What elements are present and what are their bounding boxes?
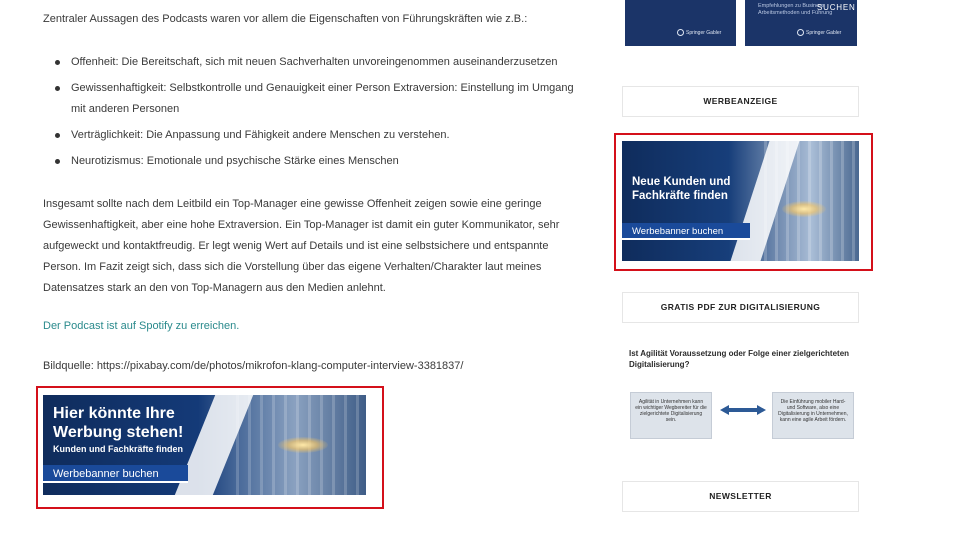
article-paragraph: Insgesamt sollte nach dem Leitbild ein Top-Manager eine gewisse Offenheit zeigen sowie eine geringe Gewissenhaftigkeit, aber eine hohe Extraversion. Ein Top-Manager ist damit ein guter Kommunikator, sehr aufgeweckt und kontaktfreudig. Er legt wenig Wert auf Details und ist eine selbstsichere und entspannte Person. Im Fazit zeigt sich, dass sich die Vorstellung über das eigene Verhalten/Charakter laut meines Datensatzes stark an den von Top-Managern aus den Medien anlehnt. [43,198,560,294]
image-source: Bildquelle: https://pixabay.com/de/photos/mikrofon-klang-computer-interview-3381837/ [43,360,464,372]
pdf-preview[interactable] [622,342,859,442]
widget-title-ad: WERBEANZEIGE [622,86,859,117]
widget-title-newsletter: NEWSLETTER [622,481,859,512]
main-banner-ad[interactable] [43,395,366,495]
banner-glow [278,437,328,453]
book-subtitle: Empfehlungen zu Business Arbeitsmethoden und Führung [758,3,833,16]
book-banner-button[interactable]: Werbebanner buchen [622,223,750,240]
book-banner-button[interactable]: Werbebanner buchen [43,465,188,483]
list-item: Gewissenhaftigkeit: Selbstkontrolle und Genauigkeit einer Person Extraversion: Einstellung im Umgang mit anderen Personen [43,78,588,120]
pdf-box-left: Agilität in Unternehmen kann ein wichtiger Wegbereiter für die zielgerichtete Digitalisierung sein. [630,392,712,439]
search-button[interactable]: SUCHEN [817,3,856,12]
trait-list [43,52,588,177]
double-arrow-icon [720,405,766,415]
list-item: Verträglichkeit: Die Anpassung und Fähigkeit andere Menschen zu verstehen. [43,125,588,146]
widget-title-pdf: GRATIS PDF ZUR DIGITALISIERUNG [622,292,859,323]
publisher-logo: Springer Gabler [677,29,721,36]
podcast-link[interactable]: Der Podcast ist auf Spotify zu erreichen. [43,320,240,332]
list-item: Offenheit: Die Bereitschaft, sich mit neuen Sachverhalten unvoreingenommen auseinanderzusetzen [43,52,588,73]
banner-headline: Neue Kunden und Fachkräfte finden [632,176,731,202]
pdf-box-right: Die Einführung mobiler Hard- und Software, also eine Digitalisierung in Unternehmen, kann eine agile Arbeit fördern. [772,392,854,439]
book-thumbnail[interactable] [625,0,736,46]
publisher-logo: Springer Gabler [797,29,841,36]
banner-glow [782,201,826,217]
side-banner-ad[interactable] [622,141,859,261]
banner-subline: Kunden und Fachkräfte finden [53,444,184,454]
pdf-title: Ist Agilität Voraussetzung oder Folge einer zielgerichteten Digitalisierung? [629,349,850,369]
banner-headline: Hier könnte Ihre Werbung stehen! [53,405,184,441]
list-item: Neurotizismus: Emotionale und psychische Stärke eines Menschen [43,151,588,172]
article-intro: Zentraler Aussagen des Podcasts waren vor allem die Eigenschaften von Führungskräften wie z.B.: [43,13,528,25]
